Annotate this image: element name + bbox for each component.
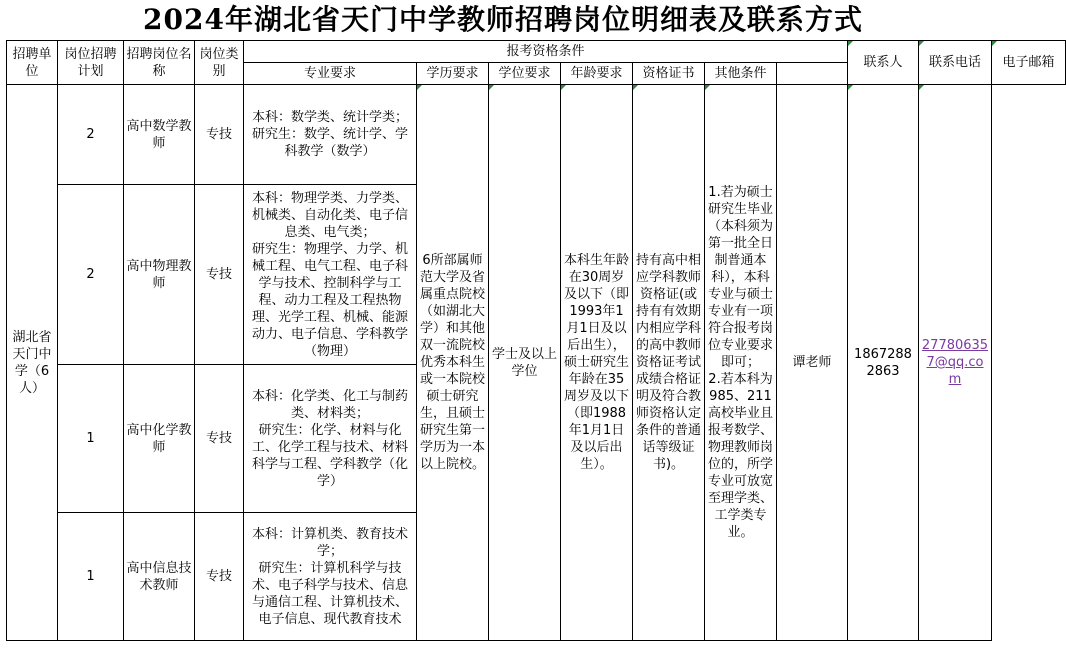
major-cell: 本科：计算机类、教育技术学； 研究生：计算机科学与技术、电子科学与技术、信息与通信工程、计算机技术、电子信息、现代教育技术	[244, 513, 417, 641]
recruitment-table	[6, 40, 1066, 641]
category-cell: 专技	[195, 513, 244, 641]
major-cell: 本科：化学类、化工与制药类、材料类； 研究生：化学、材料与化工、化学工程与技术、材料科学与工程、学科教学（化学）	[244, 365, 417, 513]
category-cell: 专技	[195, 185, 244, 365]
certificate-cell: 持有高中相应学科教师资格证(或持有有效期内相应学科的高中教师资格证考试成绩合格证明及符合教师资格认定条件的普通话等级证书)。	[633, 85, 705, 641]
plan-cell: 2	[58, 85, 124, 185]
position-name-cell: 高中信息技术教师	[124, 513, 195, 641]
header-education: 学历要求	[417, 63, 489, 85]
header-plan: 岗位招聘计划	[58, 41, 124, 85]
age-cell: 本科生年龄在30周岁及以下（即1993年1月1日及以后出生），硕士研究生年龄在35周岁及以下（即1988年1月1日及以后出生）。	[561, 85, 633, 641]
major-cell: 本科：物理学类、力学类、机械类、自动化类、电子信息类、电气类； 研究生：物理学、力学、机械工程、电气工程、电子科学与技术、控制科学与工程、动力工程及工程热物理、光学工程、机械、能源动力、电子信息、学科教学（物理）	[244, 185, 417, 365]
major-cell: 本科：数学类、统计学类； 研究生：数学、统计学、学科教学（数学）	[244, 85, 417, 185]
header-certificate: 资格证书	[633, 63, 705, 85]
header-age: 年龄要求	[561, 63, 633, 85]
degree-cell: 学士及以上学位	[489, 85, 561, 641]
other-conditions-cell: 1.若为硕士研究生毕业（本科须为第一批全日制普通本科），本科专业与硕士专业有一项符合报考岗位专业要求即可； 2.若本科为985、211高校毕业且报考数学、物理教师岗位的，所学专业可放宽至理学类、工学类专业。	[705, 85, 777, 641]
header-degree: 学位要求	[489, 63, 561, 85]
email-cell	[919, 85, 992, 641]
position-name-cell: 高中化学教师	[124, 365, 195, 513]
contact-cell: 谭老师	[777, 85, 848, 641]
unit-cell: 湖北省天门中学（6人）	[7, 85, 58, 641]
header-position-name: 招聘岗位名称	[124, 41, 195, 85]
header-contact: 联系人	[848, 41, 919, 85]
position-name-cell: 高中物理教师	[124, 185, 195, 365]
plan-cell: 2	[58, 185, 124, 365]
header-category: 岗位类别	[195, 41, 244, 85]
plan-cell: 1	[58, 513, 124, 641]
header-unit: 招聘单位	[7, 41, 58, 85]
header-conditions: 报考资格条件	[244, 41, 848, 63]
plan-cell: 1	[58, 365, 124, 513]
position-name-cell: 高中数学教师	[124, 85, 195, 185]
email-link[interactable]: 277806357@qq.com	[921, 338, 989, 387]
header-major: 专业要求	[244, 63, 417, 85]
header-email: 电子邮箱	[992, 41, 1066, 85]
education-cell: 6所部属师范大学及省属重点院校（如湖北大学）和其他双一流院校优秀本科生或一本院校硕士研究生，且硕士研究生第一学历为一本以上院校。	[417, 85, 489, 641]
table-row	[7, 85, 1066, 185]
header-phone: 联系电话	[919, 41, 992, 85]
header-other: 其他条件	[705, 63, 777, 85]
phone-cell: 18672882863	[848, 85, 919, 641]
page-title: 2024年湖北省天门中学教师招聘岗位明细表及联系方式	[143, 3, 863, 36]
category-cell: 专技	[195, 85, 244, 185]
category-cell: 专技	[195, 365, 244, 513]
